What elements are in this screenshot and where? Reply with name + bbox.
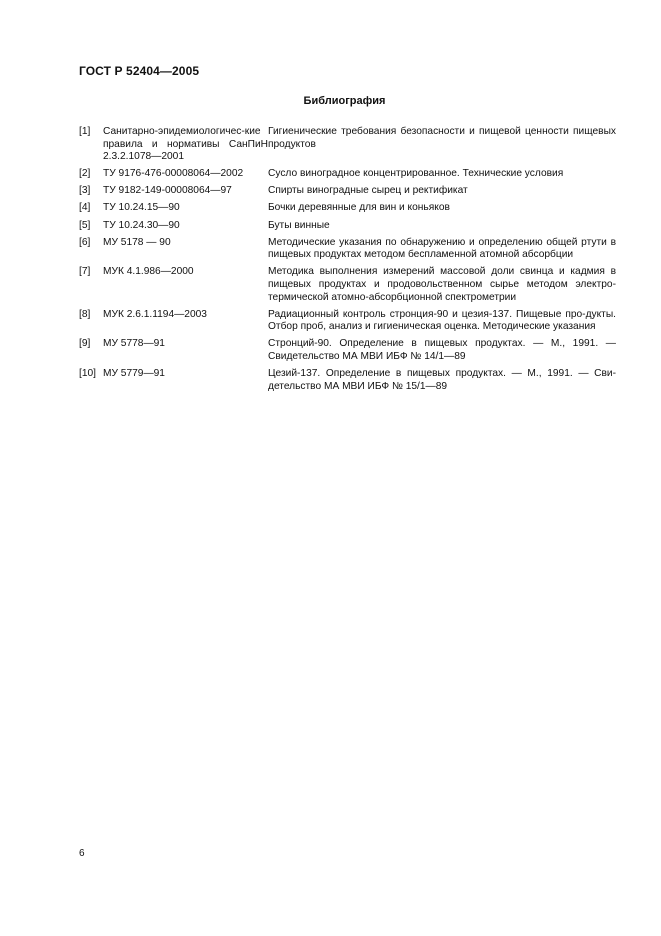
bibliography-entry: [79, 266, 616, 304]
entry-reference: ТУ 9176-476-00008064—2002: [103, 168, 244, 180]
entry-number: [3]: [79, 185, 91, 197]
bibliography-entry: [79, 338, 616, 363]
bibliography-entry: [79, 185, 616, 198]
bibliography-entry: [79, 202, 616, 215]
bibliography-entry: [79, 220, 616, 233]
bibliography-entry: [79, 126, 616, 164]
entry-description: Методические указания по обнаружению и определению общей ртути в пищевых продуктах методом беспламенной атомной абсорбции: [268, 236, 616, 261]
entry-number: [10]: [79, 368, 96, 379]
entry-description: Сусло виноградное концентрированное. Технические условия: [268, 168, 564, 180]
section-title: Библиография: [303, 95, 386, 107]
entry-reference: ТУ 10.24.30—90: [103, 219, 180, 231]
entry-reference: МУ 5178 — 90: [103, 236, 171, 248]
entry-reference: МУ 5778—91: [103, 338, 165, 350]
entry-description: Стронций-90. Определение в пищевых продуктах. — М., 1991. — Свидетельство МА МВИ ИБФ № 14/1—89: [268, 338, 616, 362]
entry-number: [2]: [79, 168, 91, 180]
entry-reference: МУК 4.1.986—2000: [103, 266, 194, 278]
document-header: ГОСТ Р 52404—2005: [79, 64, 200, 78]
entry-description: Буты винные: [268, 219, 330, 231]
bibliography-list: [79, 126, 616, 398]
entry-number: [4]: [79, 202, 91, 214]
entry-number: [5]: [79, 219, 91, 231]
bibliography-entry: [79, 368, 616, 393]
entry-description: Бочки деревянные для вин и коньяков: [268, 202, 450, 214]
entry-description: Гигиенические требования безопасности и пищевой ценности пищевых продуктов: [268, 126, 616, 150]
entry-description: Методика выполнения измерений массовой доли свинца и кадмия в пищевых продуктах и продовольственном сырье методом электро-термической атомно-абсорбционной спектрометрии: [268, 266, 616, 303]
entry-reference: МУ 5779—91: [103, 368, 165, 379]
bibliography-entry: [79, 168, 616, 181]
bibliography-entry: [79, 309, 616, 334]
entry-reference: МУК 2.6.1.1194—2003: [103, 308, 207, 320]
entry-number: [7]: [79, 266, 91, 278]
entry-number: [8]: [79, 308, 91, 320]
entry-number: [9]: [79, 338, 91, 350]
entry-description: Спирты виноградные сырец и ректификат: [268, 185, 468, 197]
bibliography-entry: [79, 237, 616, 262]
entry-description: Радиационный контроль стронция-90 и цезия-137. Пищевые про-дукты. Отбор проб, анализ и гигиеническая оценка. Методические указания: [268, 308, 616, 333]
entry-description: Цезий-137. Определение в пищевых продуктах. — М., 1991. — Сви-детельство МА МВИ ИБФ № 15/1—89: [268, 368, 616, 392]
entry-number: [1]: [79, 126, 91, 137]
entry-reference: ТУ 9182-149-00008064—97: [103, 185, 232, 197]
entry-reference: ТУ 10.24.15—90: [103, 202, 180, 214]
page-number: 6: [79, 848, 85, 859]
entry-number: [6]: [79, 236, 91, 248]
entry-reference: Санитарно-эпидемиологичес-кие правила и нормативы СанПиН 2.3.2.1078—2001: [103, 126, 268, 163]
